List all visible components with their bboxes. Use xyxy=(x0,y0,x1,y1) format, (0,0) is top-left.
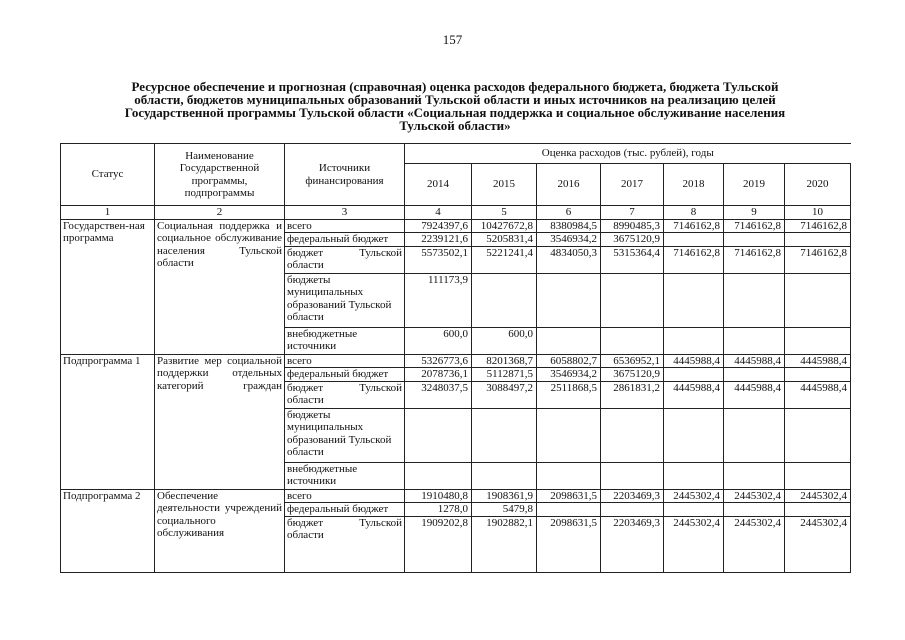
value-cell: 2098631,5 xyxy=(537,516,601,572)
value-cell: 2861831,2 xyxy=(601,381,664,408)
value-cell: 5205831,4 xyxy=(472,233,537,247)
value-cell xyxy=(785,273,851,327)
status-cell: Подпрограмма 1 xyxy=(61,354,155,489)
value-cell: 7924397,6 xyxy=(405,219,472,233)
budget-table xyxy=(60,143,851,573)
value-cell xyxy=(664,368,724,382)
value-cell xyxy=(724,368,785,382)
value-cell xyxy=(664,233,724,247)
funding-source-cell: внебюджетные источники xyxy=(285,462,405,489)
document-title xyxy=(60,80,850,132)
value-cell xyxy=(537,273,601,327)
table-row xyxy=(61,489,851,503)
value-cell: 1909202,8 xyxy=(405,516,472,572)
funding-source-cell: бюджет Тульской области xyxy=(285,381,405,408)
value-cell: 1910480,8 xyxy=(405,489,472,503)
header-year: 2016 xyxy=(537,164,601,206)
header-year: 2019 xyxy=(724,164,785,206)
value-cell: 2445302,4 xyxy=(724,516,785,572)
funding-source-cell: внебюджетные источники xyxy=(285,327,405,354)
value-cell xyxy=(664,462,724,489)
value-cell xyxy=(724,327,785,354)
value-cell: 2445302,4 xyxy=(664,489,724,503)
value-cell: 2078736,1 xyxy=(405,368,472,382)
value-cell: 4445988,4 xyxy=(724,354,785,368)
header-name: Наименование Государственной программы, подпрограммы xyxy=(155,144,285,206)
value-cell: 3546934,2 xyxy=(537,233,601,247)
value-cell xyxy=(601,408,664,462)
header-year: 2017 xyxy=(601,164,664,206)
value-cell xyxy=(405,462,472,489)
column-number: 4 xyxy=(405,206,472,220)
value-cell xyxy=(405,408,472,462)
value-cell: 5112871,5 xyxy=(472,368,537,382)
column-number: 7 xyxy=(601,206,664,220)
value-cell: 3088497,2 xyxy=(472,381,537,408)
funding-source-cell: всего xyxy=(285,354,405,368)
value-cell: 1278,0 xyxy=(405,503,472,517)
value-cell xyxy=(785,503,851,517)
header-year: 2014 xyxy=(405,164,472,206)
value-cell xyxy=(724,273,785,327)
column-number: 5 xyxy=(472,206,537,220)
value-cell: 8380984,5 xyxy=(537,219,601,233)
header-year: 2018 xyxy=(664,164,724,206)
value-cell xyxy=(724,503,785,517)
value-cell: 7146162,8 xyxy=(724,246,785,273)
value-cell xyxy=(785,368,851,382)
funding-source-cell: бюджет Тульской области xyxy=(285,246,405,273)
value-cell xyxy=(724,462,785,489)
program-name-cell: Развитие мер социальной поддержки отдельных категорий граждан xyxy=(155,354,285,489)
value-cell xyxy=(601,273,664,327)
program-name-cell: Социальная поддержка и социальное обслуживание населения Тульской области xyxy=(155,219,285,354)
value-cell: 7146162,8 xyxy=(664,246,724,273)
header-status: Статус xyxy=(61,144,155,206)
value-cell: 2098631,5 xyxy=(537,489,601,503)
value-cell: 5479,8 xyxy=(472,503,537,517)
page-number: 157 xyxy=(442,32,463,47)
value-cell: 2239121,6 xyxy=(405,233,472,247)
value-cell: 5221241,4 xyxy=(472,246,537,273)
header-year: 2015 xyxy=(472,164,537,206)
funding-source-cell: бюджеты муниципальных образований Тульской области xyxy=(285,273,405,327)
value-cell xyxy=(724,233,785,247)
value-cell: 2445302,4 xyxy=(785,489,851,503)
value-cell: 4445988,4 xyxy=(664,354,724,368)
value-cell: 8201368,7 xyxy=(472,354,537,368)
value-cell: 2511868,5 xyxy=(537,381,601,408)
column-number: 3 xyxy=(285,206,405,220)
value-cell: 7146162,8 xyxy=(724,219,785,233)
header-row xyxy=(61,144,851,164)
value-cell: 7146162,8 xyxy=(664,219,724,233)
header-estimate: Оценка расходов (тыс. рублей), годы xyxy=(405,144,851,164)
funding-source-cell: всего xyxy=(285,219,405,233)
column-number: 6 xyxy=(537,206,601,220)
funding-source-cell: федеральный бюджет xyxy=(285,233,405,247)
title-line: Ресурсное обеспечение и прогнозная (справочная) оценка расходов федерального бюджета, бюджета Тульской xyxy=(131,79,779,94)
value-cell: 5326773,6 xyxy=(405,354,472,368)
value-cell xyxy=(785,327,851,354)
value-cell: 3675120,9 xyxy=(601,368,664,382)
value-cell xyxy=(537,462,601,489)
value-cell: 3546934,2 xyxy=(537,368,601,382)
value-cell: 2445302,4 xyxy=(664,516,724,572)
header-source: Источники финансирования xyxy=(285,144,405,206)
status-cell: Подпрограмма 2 xyxy=(61,489,155,572)
column-number: 10 xyxy=(785,206,851,220)
value-cell: 600,0 xyxy=(472,327,537,354)
value-cell: 1908361,9 xyxy=(472,489,537,503)
value-cell xyxy=(472,462,537,489)
title-line: Государственной программы Тульской области «Социальная поддержка и социальное обслуживание населения xyxy=(124,105,786,120)
value-cell xyxy=(664,273,724,327)
value-cell: 6536952,1 xyxy=(601,354,664,368)
program-name-cell: Обеспечение деятельности учреждений социального обслуживания xyxy=(155,489,285,572)
funding-source-cell: бюджеты муниципальных образований Тульской области xyxy=(285,408,405,462)
value-cell xyxy=(537,327,601,354)
value-cell xyxy=(472,273,537,327)
value-cell xyxy=(537,503,601,517)
funding-source-cell: федеральный бюджет xyxy=(285,503,405,517)
value-cell xyxy=(537,408,601,462)
value-cell: 7146162,8 xyxy=(785,246,851,273)
column-number: 8 xyxy=(664,206,724,220)
value-cell: 2203469,3 xyxy=(601,516,664,572)
value-cell: 4445988,4 xyxy=(664,381,724,408)
value-cell: 5315364,4 xyxy=(601,246,664,273)
table-row xyxy=(61,354,851,368)
value-cell: 2445302,4 xyxy=(724,489,785,503)
value-cell: 3248037,5 xyxy=(405,381,472,408)
value-cell xyxy=(601,462,664,489)
column-number-row xyxy=(61,206,851,220)
value-cell: 4445988,4 xyxy=(724,381,785,408)
column-number: 9 xyxy=(724,206,785,220)
value-cell: 2203469,3 xyxy=(601,489,664,503)
title-line: Тульской области» xyxy=(399,118,511,133)
funding-source-cell: всего xyxy=(285,489,405,503)
value-cell: 3675120,9 xyxy=(601,233,664,247)
value-cell: 2445302,4 xyxy=(785,516,851,572)
funding-source-cell: бюджет Тульской области xyxy=(285,516,405,572)
value-cell: 4445988,4 xyxy=(785,381,851,408)
value-cell xyxy=(601,503,664,517)
title-line: области, бюджетов муниципальных образований Тульской области и иных источников на реализацию целей xyxy=(134,92,776,107)
value-cell: 4834050,3 xyxy=(537,246,601,273)
value-cell xyxy=(785,233,851,247)
column-number: 1 xyxy=(61,206,155,220)
table-body xyxy=(61,144,851,573)
value-cell: 600,0 xyxy=(405,327,472,354)
value-cell xyxy=(664,327,724,354)
value-cell: 5573502,1 xyxy=(405,246,472,273)
value-cell: 7146162,8 xyxy=(785,219,851,233)
value-cell: 10427672,8 xyxy=(472,219,537,233)
value-cell xyxy=(724,408,785,462)
value-cell: 8990485,3 xyxy=(601,219,664,233)
value-cell: 6058802,7 xyxy=(537,354,601,368)
value-cell: 111173,9 xyxy=(405,273,472,327)
header-year: 2020 xyxy=(785,164,851,206)
status-cell: Государствен-ная программа xyxy=(61,219,155,354)
value-cell xyxy=(664,408,724,462)
value-cell xyxy=(785,408,851,462)
funding-source-cell: федеральный бюджет xyxy=(285,368,405,382)
value-cell xyxy=(664,503,724,517)
column-number: 2 xyxy=(155,206,285,220)
value-cell: 1902882,1 xyxy=(472,516,537,572)
value-cell: 4445988,4 xyxy=(785,354,851,368)
table-row xyxy=(61,219,851,233)
value-cell xyxy=(601,327,664,354)
value-cell xyxy=(785,462,851,489)
value-cell xyxy=(472,408,537,462)
